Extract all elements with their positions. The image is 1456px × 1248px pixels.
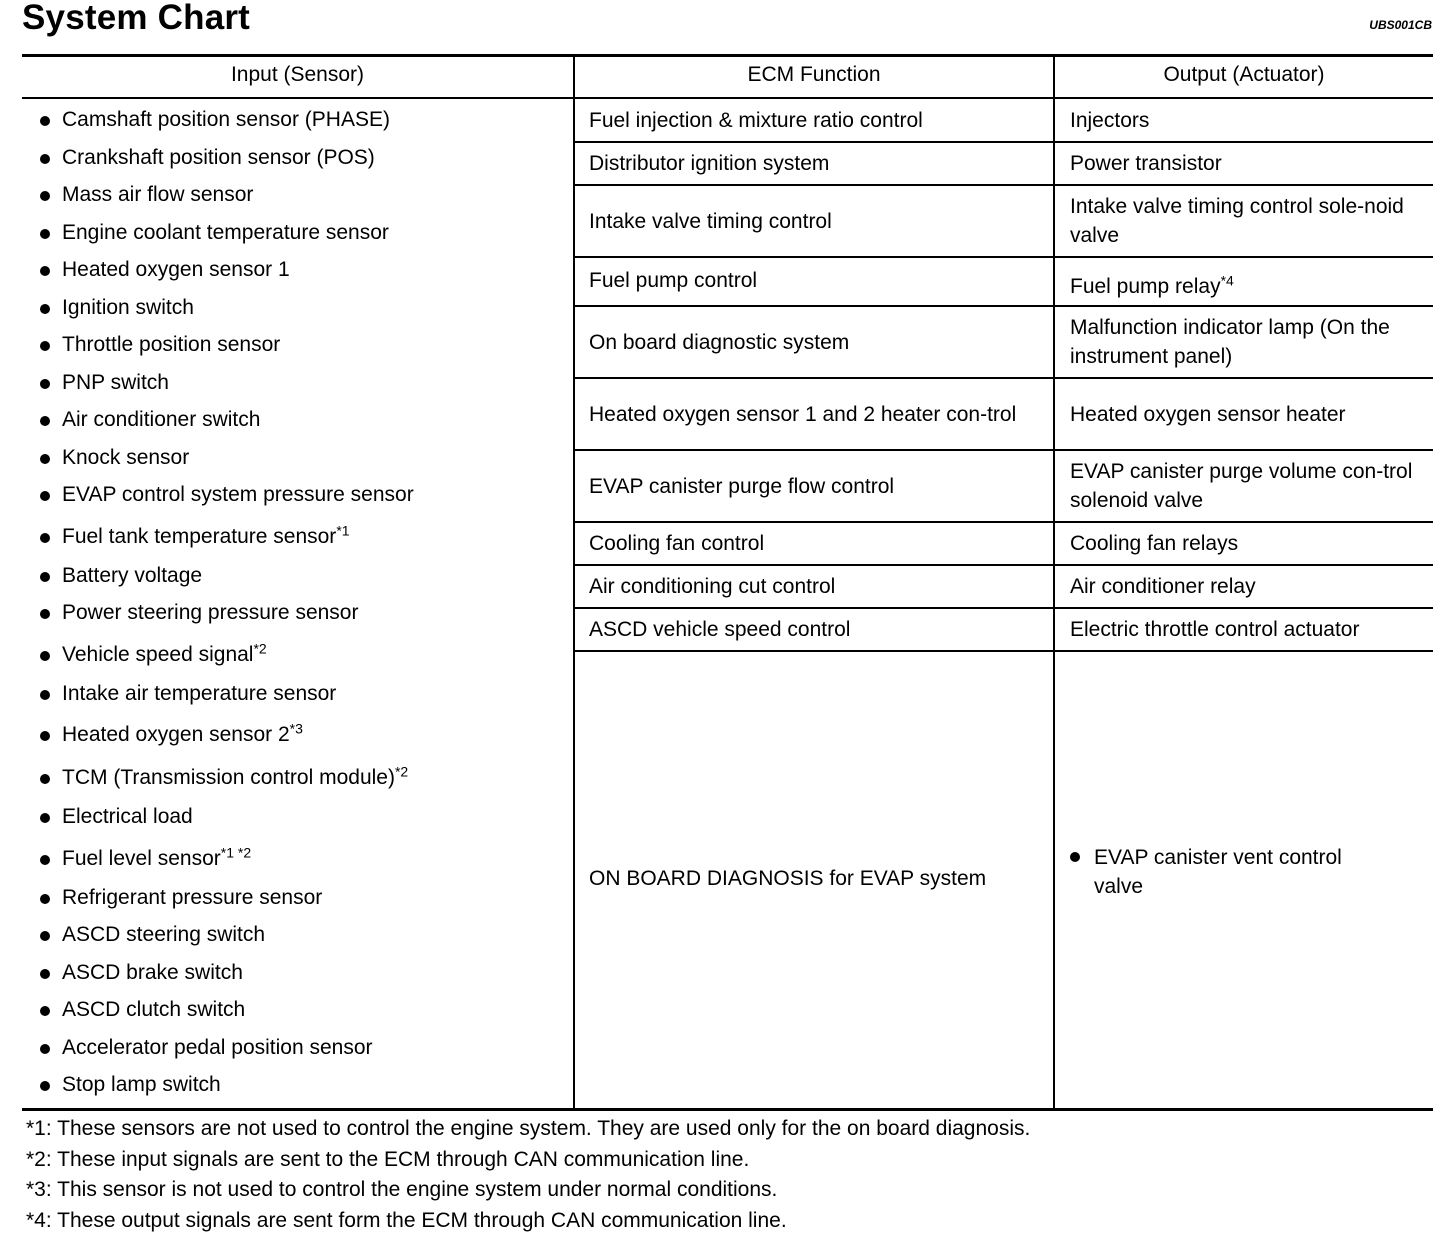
system-chart-table — [22, 56, 1433, 1111]
footnote-marker: *3 — [289, 720, 303, 737]
output-actuator-cell: Intake valve timing control sole-noid valve — [1070, 195, 1404, 247]
list-item: Battery voltage — [40, 557, 414, 595]
list-item: Throttle position sensor — [40, 326, 414, 364]
output-actuator-cell: Malfunction indicator lamp (On the instrument panel) — [1070, 316, 1390, 368]
list-item: Power steering pressure sensor — [40, 594, 414, 632]
ecm-function-cell: Fuel pump control — [589, 268, 758, 292]
list-item: Intake air temperature sensor — [40, 675, 414, 713]
input-sensor-list — [40, 101, 414, 1104]
list-item: Vehicle speed signal$^{*2}$ — [40, 632, 414, 675]
list-item: Air conditioner switch — [40, 401, 414, 439]
footnote-2: *2: These input signals are sent to the ECM through CAN communication line. — [26, 1147, 750, 1171]
list-item: ASCD brake switch — [40, 954, 414, 992]
output-actuator-cell: Injectors — [1070, 108, 1150, 132]
ecm-function-cell: ON BOARD DIAGNOSIS for EVAP system — [589, 866, 987, 890]
footnote-4: *4: These output signals are sent form the ECM through CAN communication line. — [26, 1208, 787, 1232]
list-item: Accelerator pedal position sensor — [40, 1029, 414, 1067]
list-item: Electrical load — [40, 798, 414, 836]
list-item: ASCD clutch switch — [40, 991, 414, 1029]
header-output: Output (Actuator) — [1163, 63, 1325, 86]
list-item: Mass air flow sensor — [40, 176, 414, 214]
bottom-rule — [22, 1108, 1433, 1111]
ecm-function-cell: Intake valve timing control — [589, 209, 832, 233]
list-item: Ignition switch — [40, 289, 414, 327]
page-title: System Chart — [22, 0, 251, 37]
list-item: EVAP control system pressure sensor — [40, 476, 414, 514]
output-actuator-cell: Air conditioner relay — [1070, 575, 1256, 598]
list-item: Crankshaft position sensor (POS) — [40, 139, 414, 177]
header-ecm: ECM Function — [747, 63, 881, 86]
output-actuator-cell: Heated oxygen sensor heater — [1070, 402, 1346, 426]
ecm-function-cell: ASCD vehicle speed control — [589, 618, 851, 641]
footnote-3: *3: This sensor is not used to control the engine system under normal conditions. — [26, 1178, 778, 1201]
list-item: Fuel level sensor$^{*1 *2}$ — [40, 836, 414, 879]
document-code: UBS001CB — [1369, 18, 1432, 32]
ecm-function-cell: On board diagnostic system — [589, 330, 850, 354]
footnotes — [26, 1114, 1030, 1236]
header-input: Input (Sensor) — [230, 63, 365, 86]
list-item: Heated oxygen sensor 2$^{*3}$ — [40, 712, 414, 755]
ecm-function-cell: Distributor ignition system — [589, 152, 830, 175]
footnote-marker: *1 *2 — [220, 843, 252, 860]
output-actuator-cell: EVAP canister purge volume con-trol solenoid valve — [1070, 460, 1413, 512]
list-item: Engine coolant temperature sensor — [40, 214, 414, 252]
list-item: Knock sensor — [40, 439, 414, 477]
list-item: Fuel tank temperature sensor$^{*1}$ — [40, 514, 414, 557]
footnote-marker: *1 — [336, 521, 350, 538]
output-actuator-cell: EVAP canister vent control valve — [1054, 652, 1433, 1092]
ecm-function-cell: Heated oxygen sensor 1 and 2 heater con-trol — [589, 402, 1017, 426]
footnote-1: *1: These sensors are not used to control the engine system. They are used only for the on board diagnosis. — [26, 1117, 1031, 1140]
output-actuator-cell: Cooling fan relays — [1070, 532, 1239, 555]
output-actuator-cell: Fuel pump relay$^{*4}$ — [1070, 271, 1234, 298]
output-actuator-cell: Power transistor — [1070, 152, 1222, 175]
ecm-function-cell: Fuel injection & mixture ratio control — [589, 108, 923, 132]
ecm-function-cell: Air conditioning cut control — [589, 575, 836, 598]
ecm-function-cell: Cooling fan control — [589, 532, 765, 555]
list-item: Heated oxygen sensor 1 — [40, 251, 414, 289]
list-item: PNP switch — [40, 364, 414, 402]
list-item: TCM (Transmission control module)$^{*2}$ — [40, 755, 414, 798]
list-item: ASCD steering switch — [40, 916, 414, 954]
list-item: Stop lamp switch — [40, 1066, 414, 1104]
footnote-marker: *2 — [394, 763, 409, 780]
list-item: Refrigerant pressure sensor — [40, 879, 414, 917]
footnote-marker: *4 — [1220, 271, 1234, 288]
output-actuator-cell: Electric throttle control actuator — [1070, 618, 1360, 641]
list-item: Camshaft position sensor (PHASE) — [40, 101, 414, 139]
footnote-marker: *2 — [253, 639, 267, 656]
ecm-function-cell: EVAP canister purge flow control — [589, 474, 895, 498]
